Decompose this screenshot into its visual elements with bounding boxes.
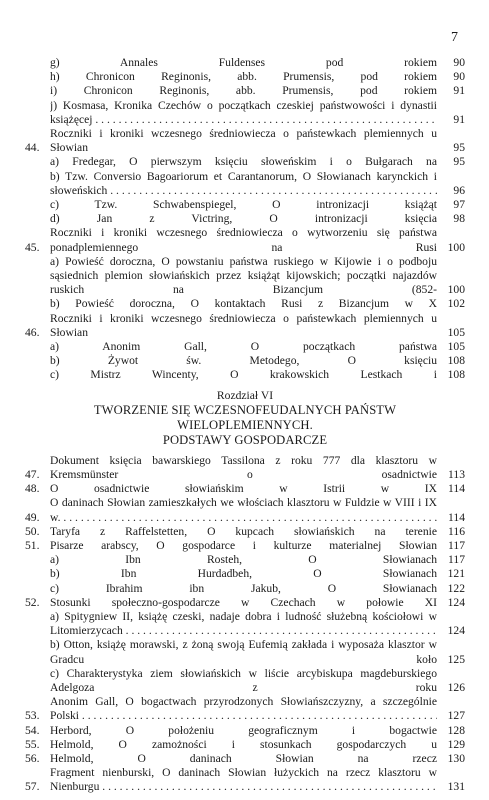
toc-entry-page: 108 (437, 354, 465, 368)
toc-entry-page: 116 (437, 525, 465, 539)
toc-subentry (25, 99, 465, 127)
toc-entry-body (50, 312, 465, 340)
toc-entry-title: d) Jan z Victring, O intronizacji księcia . . . (50, 212, 437, 226)
toc-entry-page: 105 (437, 340, 465, 354)
toc-entry-body (50, 84, 465, 98)
toc-entry-text-wrap (50, 667, 437, 695)
toc-entry-text-wrap (50, 695, 437, 723)
toc-entry-text-wrap (50, 198, 437, 212)
toc-entry-body (50, 70, 465, 84)
toc-entry-body (50, 226, 465, 254)
toc-entry-text-wrap (50, 226, 437, 254)
toc-entry-page: 131 (437, 780, 465, 794)
toc-entry-text-wrap (50, 454, 437, 482)
toc-entry-title: a) Spitygniew II, książę czeski, nadaje dobra i ludność służebną kościołowi w Litomierzycach . . . (50, 610, 437, 638)
toc-entry-text-wrap (50, 567, 437, 581)
toc-entry-text-wrap (50, 738, 437, 752)
toc-entry-text-wrap (50, 170, 437, 198)
toc-entry (25, 226, 465, 254)
toc-entry-page: 128 (437, 724, 465, 738)
toc-entry-text-wrap (50, 155, 437, 169)
toc-entry-page: 97 (437, 198, 465, 212)
toc-entry-page: 125 (437, 653, 465, 667)
toc-entry-text-wrap (50, 496, 437, 524)
toc-entry-number: 48. (25, 482, 40, 496)
toc-subentry (25, 567, 465, 581)
toc-entry-title: b) Ibn Hurdadbeh, O Słowianach . . . (50, 567, 437, 581)
toc-entry-title: Roczniki i kroniki wczesnego średniowiecza o wytworzeniu się państwa ponadplemiennego na Rusi . . . (50, 226, 437, 254)
toc-entry-number: 56. (25, 751, 40, 765)
toc-entry-text-wrap (50, 482, 437, 496)
toc-entry-text-wrap (50, 596, 437, 610)
toc-subentry (25, 155, 465, 169)
toc-entry-body (50, 638, 465, 666)
toc-entry (25, 738, 465, 752)
toc-entry-text-wrap (50, 368, 437, 382)
toc-entry-title: b) Otton, książę morawski, z żoną swoją Eufemią zakłada i wyposaża klasztor w Gradcu koło . . . (50, 638, 437, 666)
toc-entry-page: 127 (437, 709, 465, 723)
toc-entry-title: Fragment nienburski, O daninach Słowian łużyckich na rzecz klasztoru w Nienburgu . . . (50, 766, 437, 794)
page-number: 7 (451, 30, 458, 45)
toc-entry-body (50, 567, 465, 581)
toc-entry-text-wrap (50, 525, 437, 539)
toc-entry-body (50, 340, 465, 354)
toc-subentry (25, 354, 465, 368)
toc-entry-number: 51. (25, 538, 40, 552)
chapter-title-line-1: TWORZENIE SIĘ WCZESNOFEUDALNYCH PAŃSTW WIELOPLEMIENNYCH. (93, 402, 397, 432)
toc-entry-title: b) Tzw. Conversio Bagoariorum et Carantanorum, O Słowianach karynckich i słoweńskich . . . (50, 170, 437, 198)
toc-entry-page: 124 (437, 596, 465, 610)
toc-entry-number: 47. (25, 467, 40, 481)
toc-entry-text-wrap (50, 127, 437, 155)
toc-list-chapter-vi (25, 454, 465, 795)
toc-entry-body (50, 155, 465, 169)
toc-entry-title: Stosunki społeczno-gospodarcze w Czechach w połowie XI . . . (50, 596, 437, 610)
toc-subentry (25, 84, 465, 98)
toc-entry-page: 114 (437, 482, 465, 496)
toc-entry-title: g) Annales Fuldenses pod rokiem . . . (50, 56, 437, 70)
toc-entry-text-wrap (50, 212, 437, 226)
toc-entry-body (50, 695, 465, 723)
toc-entry-body (50, 539, 465, 553)
toc-entry-body (50, 212, 465, 226)
chapter-label: Rozdział VI (216, 388, 274, 402)
toc-entry-title: Herbord, O położeniu geograficznym i bogactwie . . . (50, 724, 437, 738)
toc-entry-body (50, 496, 465, 524)
toc-subentry (25, 368, 465, 382)
toc-subentry (25, 212, 465, 226)
toc-entry-body (50, 482, 465, 496)
toc-entry-body (50, 297, 465, 311)
toc-entry-page: 100 (437, 241, 465, 255)
toc-entry-text-wrap (50, 255, 437, 298)
toc-entry-title: c) Charakterystyka ziem słowiańskich w liście arcybiskupa magdeburskiego Adelgoza z roku . . . (50, 667, 437, 695)
toc-entry-text-wrap (50, 56, 437, 70)
toc-entry-number: 46. (25, 325, 40, 339)
toc-entry-title: c) Tzw. Schwabenspiegel, O intronizacji książąt . . . (50, 198, 437, 212)
toc-list-chapter-v (25, 56, 465, 383)
toc-entry (25, 539, 465, 553)
toc-subentry (25, 198, 465, 212)
toc-entry-body (50, 255, 465, 298)
toc-entry-title: a) Powieść doroczna, O powstaniu państwa ruskiego w Kijowie i o podboju sąsiednich plemion słowiańskich przez książąt kijowskich; początki najazdów ruskich na Bizancjum (852- . . . (50, 255, 437, 298)
toc-entry-title: c) Ibrahim ibn Jakub, O Słowianach . . . (50, 582, 437, 596)
toc-entry-page: 108 (437, 368, 465, 382)
toc-entry-body (50, 354, 465, 368)
toc-subentry (25, 582, 465, 596)
toc-subentry (25, 667, 465, 695)
toc-entry-body (50, 56, 465, 70)
toc-entry-number: 50. (25, 524, 40, 538)
toc-entry-page: 117 (437, 539, 465, 553)
toc-entry (25, 312, 465, 340)
toc-entry-title: i) Chronicon Reginonis, abb. Prumensis, pod rokiem . . . (50, 84, 437, 98)
toc-entry-page: 91 (437, 84, 465, 98)
toc-entry (25, 752, 465, 766)
toc-entry-body (50, 582, 465, 596)
chapter-title-line-2: PODSTAWY GOSPODARCZE (162, 432, 328, 447)
toc-subentry (25, 553, 465, 567)
toc-entry (25, 525, 465, 539)
toc-entry-page: 90 (437, 70, 465, 84)
toc-entry-title: Helmold, O zamożności i stosunkach gospodarczych u . . . (50, 738, 437, 752)
toc-entry-page: 102 (437, 297, 465, 311)
toc-entry-page: 130 (437, 752, 465, 766)
toc-entry-title: j) Kosmasa, Kronika Czechów o początkach czeskiej państwowości i dynastii książęcej . . . (50, 99, 437, 127)
toc-entry-page: 122 (437, 582, 465, 596)
toc-entry-title: Roczniki i kroniki wczesnego średniowiecza o państewkach plemiennych u Słowian . . . (50, 127, 437, 155)
toc-entry-body (50, 667, 465, 695)
toc-entry-page: 91 (437, 113, 465, 127)
toc-entry-page: 114 (437, 511, 465, 525)
toc-entry-title: a) Fredegar, O pierwszym księciu słoweńskim i o Bułgarach na . . . (50, 155, 437, 169)
toc-entry-text-wrap (50, 610, 437, 638)
toc-entry-body (50, 610, 465, 638)
toc-subentry (25, 638, 465, 666)
table-of-contents (25, 56, 465, 795)
toc-entry-title: c) Mistrz Wincenty, O krakowskich Lestkach i . . . (50, 368, 437, 382)
toc-subentry (25, 340, 465, 354)
toc-entry-title: Taryfa z Raffelstetten, O kupcach słowiańskich na terenie . . . (50, 525, 437, 539)
toc-entry-title: h) Chronicon Reginonis, abb. Prumensis, pod rokiem . . . (50, 70, 437, 84)
toc-entry (25, 482, 465, 496)
toc-entry-text-wrap (50, 638, 437, 666)
toc-entry-title: b) Żywot św. Metodego, O księciu . . . (50, 354, 437, 368)
toc-entry (25, 496, 465, 524)
toc-entry-number: 45. (25, 240, 40, 254)
toc-entry-title: Anonim Gall, O bogactwach przyrodzonych Słowiańszczyzny, a szczególnie Polski . . . (50, 695, 437, 723)
toc-entry-text-wrap (50, 340, 437, 354)
toc-entry-body (50, 127, 465, 155)
toc-entry-page: 96 (437, 184, 465, 198)
toc-entry-title: a) Anonim Gall, O początkach państwa . . . (50, 340, 437, 354)
toc-entry-text-wrap (50, 539, 437, 553)
toc-entry-page: 121 (437, 567, 465, 581)
toc-subentry (25, 297, 465, 311)
toc-entry-body (50, 724, 465, 738)
toc-entry-number: 49. (25, 510, 40, 524)
toc-entry-title: Dokument księcia bawarskiego Tassilona z roku 777 dla klasztoru w Kremsmünster o osadnictwie . . . (50, 454, 437, 482)
toc-entry-page: 95 (437, 155, 465, 169)
toc-entry-page: 105 (437, 326, 465, 340)
toc-entry-text-wrap (50, 84, 437, 98)
toc-entry-number: 53. (25, 709, 40, 723)
toc-entry-body (50, 766, 465, 794)
toc-entry-number: 55. (25, 737, 40, 751)
toc-entry-page: 98 (437, 212, 465, 226)
toc-entry-title: O osadnictwie słowiańskim w Istrii w IX . . . (50, 482, 437, 496)
toc-entry (25, 766, 465, 794)
toc-entry-title: Roczniki i kroniki wczesnego średniowiecza o państewkach plemiennych u Słowian . . . (50, 312, 437, 340)
toc-entry-title: b) Powieść doroczna, O kontaktach Rusi z Bizancjum w X . . . (50, 297, 437, 311)
toc-entry-number: 52. (25, 595, 40, 609)
toc-entry-text-wrap (50, 582, 437, 596)
toc-entry-page: 124 (437, 624, 465, 638)
toc-entry-page: 113 (437, 468, 465, 482)
toc-entry-page: 126 (437, 681, 465, 695)
toc-entry-body (50, 99, 465, 127)
toc-entry-page: 129 (437, 738, 465, 752)
toc-entry-title: a) Ibn Rosteh, O Słowianach . . . (50, 553, 437, 567)
chapter-heading (25, 389, 465, 448)
toc-entry-body (50, 553, 465, 567)
toc-entry-text-wrap (50, 70, 437, 84)
toc-entry-page: 117 (437, 553, 465, 567)
toc-entry-title: O daninach Słowian zamieszkałych we włościach klasztoru w Fuldzie w VIII i IX w. . . . (50, 496, 437, 524)
toc-entry-number: 44. (25, 141, 40, 155)
toc-entry (25, 454, 465, 482)
toc-entry-page: 95 (437, 141, 465, 155)
toc-subentry (25, 70, 465, 84)
toc-entry-text-wrap (50, 297, 437, 311)
toc-entry-title: Helmold, O daninach Słowian na rzecz . . . (50, 752, 437, 766)
toc-entry-body (50, 368, 465, 382)
toc-entry-number: 54. (25, 723, 40, 737)
toc-entry (25, 596, 465, 610)
toc-entry-body (50, 752, 465, 766)
toc-entry (25, 695, 465, 723)
toc-entry-body (50, 454, 465, 482)
toc-entry-text-wrap (50, 354, 437, 368)
toc-entry-text-wrap (50, 766, 437, 794)
toc-entry-page: 100 (437, 283, 465, 297)
toc-entry-text-wrap (50, 724, 437, 738)
toc-entry-body (50, 198, 465, 212)
toc-entry-page: 90 (437, 56, 465, 70)
toc-subentry (25, 610, 465, 638)
toc-subentry (25, 170, 465, 198)
toc-entry-text-wrap (50, 752, 437, 766)
toc-entry (25, 724, 465, 738)
toc-entry-body (50, 170, 465, 198)
toc-entry-number: 57. (25, 780, 40, 794)
toc-entry-text-wrap (50, 553, 437, 567)
toc-entry-body (50, 738, 465, 752)
toc-entry-body (50, 596, 465, 610)
toc-entry-title: Pisarze arabscy, O gospodarce i kulturze materialnej Słowian . . . (50, 539, 437, 553)
toc-subentry (25, 255, 465, 298)
toc-entry-text-wrap (50, 99, 437, 127)
toc-subentry (25, 56, 465, 70)
toc-entry (25, 127, 465, 155)
toc-entry-body (50, 525, 465, 539)
toc-entry-text-wrap (50, 312, 437, 340)
